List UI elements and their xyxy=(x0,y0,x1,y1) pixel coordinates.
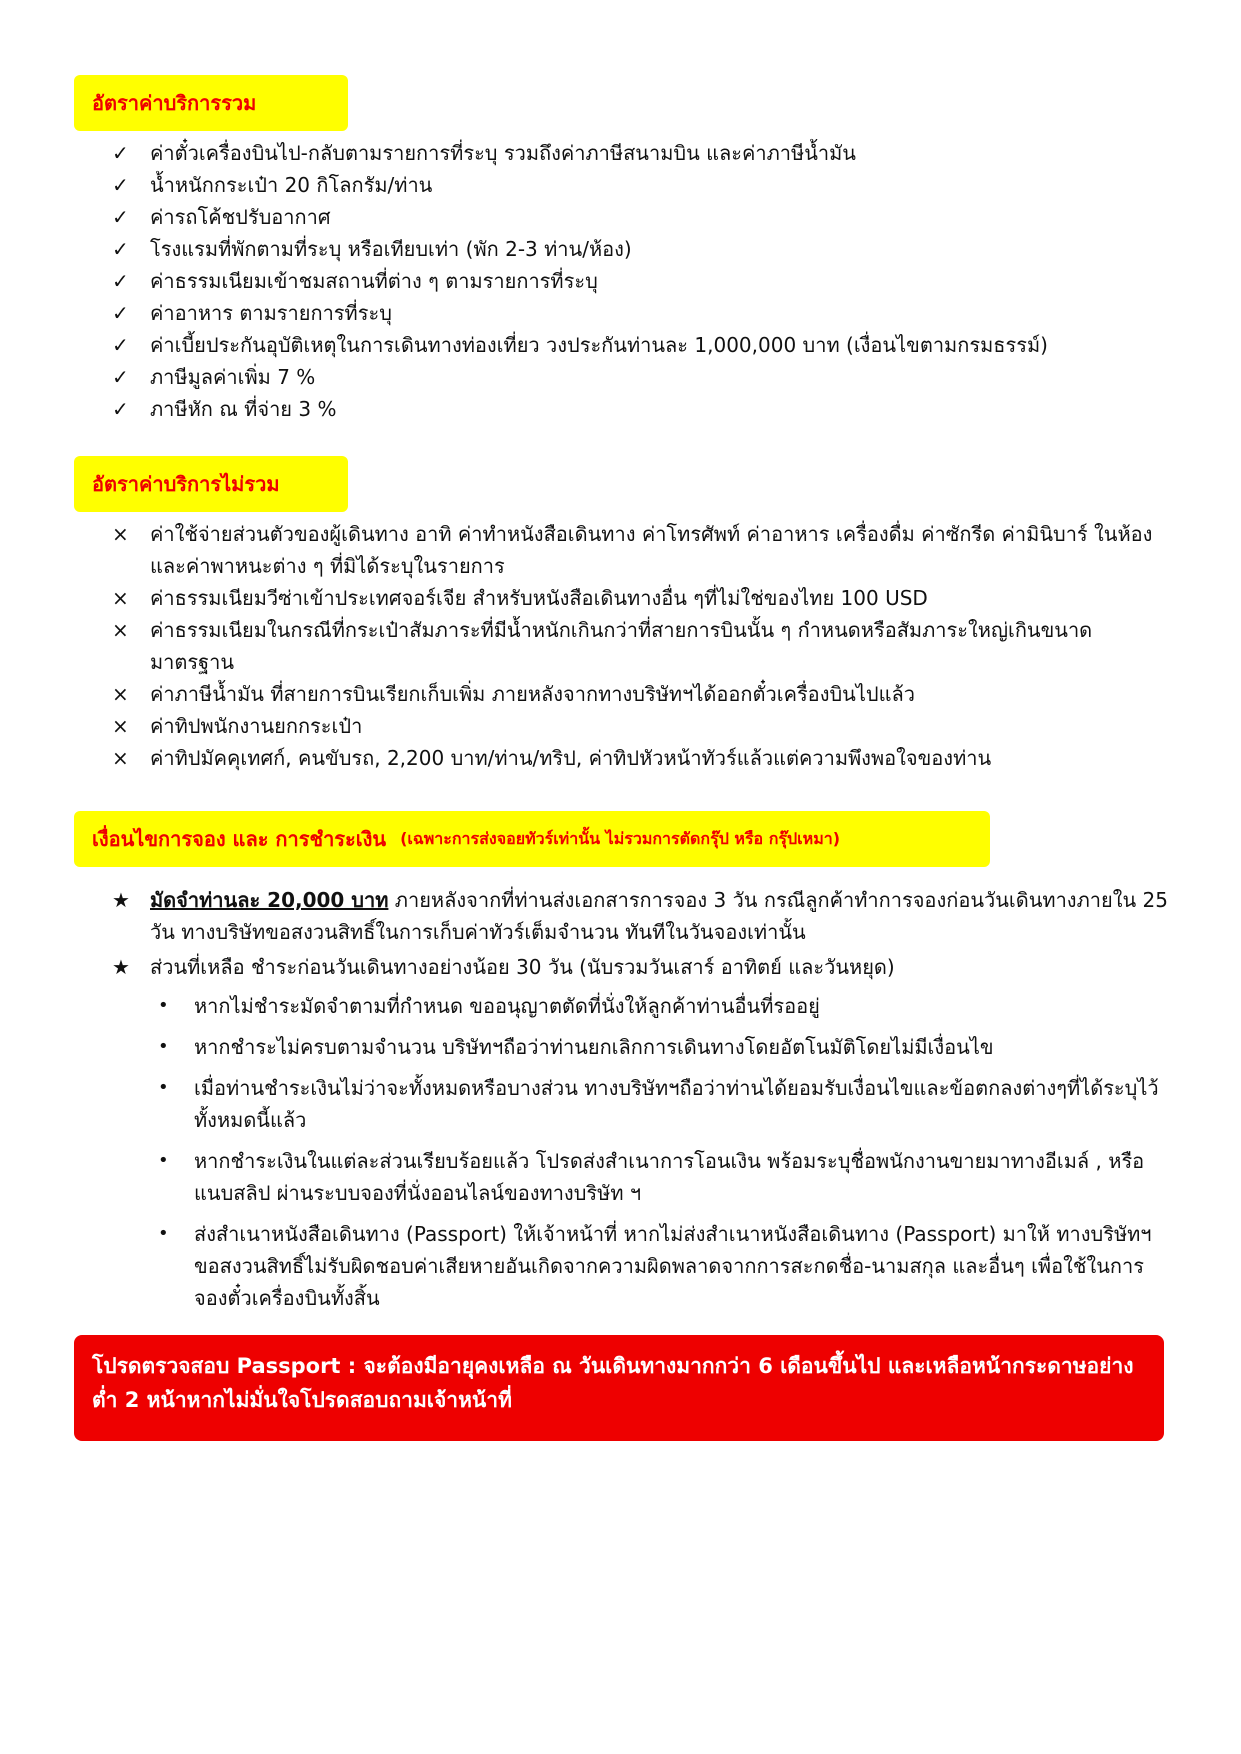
condition-item xyxy=(158,1145,1174,1209)
condition-item xyxy=(158,1031,1174,1063)
condition-item xyxy=(158,990,1174,1022)
star-icon: ★ xyxy=(112,888,130,912)
cross-icon: × xyxy=(112,746,129,770)
list-item xyxy=(112,265,1172,297)
list-item-text: ค่าตั๋วเครื่องบินไป-กลับตามรายการที่ระบุ รวมถึงค่าภาษีสนามบิน และค่าภาษีน้ำมัน xyxy=(150,141,856,165)
balance-item xyxy=(112,951,1172,983)
list-item-text: น้ำหนักกระเป๋า 20 กิโลกรัม/ท่าน xyxy=(150,173,433,197)
check-icon: ✓ xyxy=(112,333,129,357)
deposit-text: ภายหลังจากที่ท่านส่งเอกสารการจอง 3 วัน กรณีลูกค้าทำการจองก่อนวันเดินทางภายใน 25 วัน ทางบริษัทขอสงวนสิทธิ์ในการเก็บค่าทัวร์เต็มจำนวน ทันทีในวันจองเท่านั้น xyxy=(150,888,1168,944)
passport-notice xyxy=(74,1335,1164,1441)
list-item xyxy=(112,329,1172,361)
list-item xyxy=(112,361,1172,393)
list-item xyxy=(112,393,1172,425)
deposit-label: มัดจำท่านละ 20,000 บาท xyxy=(150,888,389,912)
list-item-text: ค่าธรรมเนียมวีซ่าเข้าประเทศจอร์เจีย สำหรับหนังสือเดินทางอื่น ๆที่ไม่ใช่ของไทย 100 USD xyxy=(150,586,928,610)
booking-heading-note: (เฉพาะการส่งจอยทัวร์เท่านั้น ไม่รวมการตัดกรุ๊ป หรือ กรุ๊ปเหมา) xyxy=(400,828,841,848)
condition-text: เมื่อท่านชำระเงินไม่ว่าจะทั้งหมดหรือบางส่วน ทางบริษัทฯถือว่าท่านได้ยอมรับเงื่อนไขและข้อตกลงต่างๆที่ได้ระบุไว้ทั้งหมดนี้แล้ว xyxy=(194,1076,1159,1132)
cross-icon: × xyxy=(112,714,129,738)
check-icon: ✓ xyxy=(112,237,129,261)
balance-text: ส่วนที่เหลือ ชำระก่อนวันเดินทางอย่างน้อย 30 วัน (นับรวมวันเสาร์ อาทิตย์ และวันหยุด) xyxy=(150,955,895,979)
check-icon: ✓ xyxy=(112,141,129,165)
deposit-text-block xyxy=(150,884,1172,948)
condition-item xyxy=(158,1072,1174,1136)
check-icon: ✓ xyxy=(112,205,129,229)
list-item xyxy=(112,582,1172,614)
condition-text: หากชำระเงินในแต่ละส่วนเรียบร้อยแล้ว โปรดส่งสำเนาการโอนเงิน พร้อมระบุชื่อพนักงานขายมาทางอีเมล์ , หรือแนบสลิป ผ่านระบบจองที่นั่งออนไลน์ของทางบริษัท ฯ xyxy=(194,1149,1145,1205)
list-item-text: ภาษีมูลค่าเพิ่ม 7 % xyxy=(150,365,316,389)
list-item xyxy=(112,742,1172,774)
list-item xyxy=(112,233,1172,265)
bullet-icon: • xyxy=(158,1077,169,1098)
check-icon: ✓ xyxy=(112,365,129,389)
condition-text: ส่งสำเนาหนังสือเดินทาง (Passport) ให้เจ้าหน้าที่ หากไม่ส่งสำเนาหนังสือเดินทาง (Passport) มาให้ ทางบริษัทฯขอสงวนสิทธิ์ไม่รับผิดชอบค่าเสียหายอันเกิดจากความผิดพลาดจากการสะกดชื่อ-นามสกุล และอื่นๆ เพื่อใช้ในการจองตั๋วเครื่องบินทั้งสิ้น xyxy=(194,1222,1152,1310)
list-item xyxy=(112,678,1172,710)
list-item xyxy=(112,297,1172,329)
booking-conditions xyxy=(158,990,1174,1323)
check-icon: ✓ xyxy=(112,397,129,421)
included-heading xyxy=(74,75,348,131)
excluded-heading-text: อัตราค่าบริการไม่รวม xyxy=(92,472,280,496)
list-item xyxy=(112,614,1172,678)
list-item xyxy=(112,201,1172,233)
list-item-text: ค่าอาหาร ตามรายการที่ระบุ xyxy=(150,301,392,325)
bullet-icon: • xyxy=(158,1036,169,1057)
list-item-text: ค่าเบี้ยประกันอุบัติเหตุในการเดินทางท่องเที่ยว วงประกันท่านละ 1,000,000 บาท (เงื่อนไขตามกรมธรรม์) xyxy=(150,333,1048,357)
booking-list xyxy=(112,884,1172,986)
condition-text: หากไม่ชำระมัดจำตามที่กำหนด ขออนุญาตตัดที่นั่งให้ลูกค้าท่านอื่นที่รออยู่ xyxy=(194,994,820,1018)
excluded-heading xyxy=(74,456,348,512)
list-item-text: ค่าทิปมัคคุเทศก์, คนขับรถ, 2,200 บาท/ท่าน/ทริป, ค่าทิปหัวหน้าทัวร์แล้วแต่ความพึงพอใจของท่าน xyxy=(150,746,992,770)
passport-notice-text: โปรดตรวจสอบ Passport : จะต้องมีอายุคงเหลือ ณ วันเดินทางมากกว่า 6 เดือนขึ้นไป และเหลือหน้ากระดาษอย่างต่ำ 2 หน้าหากไม่มั่นใจโปรดสอบถามเจ้าหน้าที่ xyxy=(92,1354,1134,1412)
list-item-text: โรงแรมที่พักตามที่ระบุ หรือเทียบเท่า (พัก 2-3 ท่าน/ห้อง) xyxy=(150,237,632,261)
booking-heading-text: เงื่อนไขการจอง และ การชำระเงิน xyxy=(92,827,387,851)
check-icon: ✓ xyxy=(112,301,129,325)
list-item-text: ค่ารถโค้ชปรับอากาศ xyxy=(150,205,331,229)
list-item-text: ภาษีหัก ณ ที่จ่าย 3 % xyxy=(150,397,337,421)
list-item xyxy=(112,518,1172,582)
bullet-icon: • xyxy=(158,1223,169,1244)
list-item-text: ค่าธรรมเนียมเข้าชมสถานที่ต่าง ๆ ตามรายการที่ระบุ xyxy=(150,269,598,293)
bullet-icon: • xyxy=(158,995,169,1016)
cross-icon: × xyxy=(112,618,129,642)
cross-icon: × xyxy=(112,522,129,546)
cross-icon: × xyxy=(112,682,129,706)
deposit-item xyxy=(112,884,1172,948)
star-icon: ★ xyxy=(112,955,130,979)
check-icon: ✓ xyxy=(112,173,129,197)
check-icon: ✓ xyxy=(112,269,129,293)
list-item xyxy=(112,169,1172,201)
list-item xyxy=(112,710,1172,742)
list-item-text: ค่าทิปพนักงานยกกระเป๋า xyxy=(150,714,363,738)
list-item-text: ค่าใช้จ่ายส่วนตัวของผู้เดินทาง อาทิ ค่าทำหนังสือเดินทาง ค่าโทรศัพท์ ค่าอาหาร เครื่องดื่ม ค่าซักรีด ค่ามินิบาร์ ในห้องและค่าพาหนะต่าง ๆ ที่มิได้ระบุในรายการ xyxy=(150,522,1153,578)
bullet-icon: • xyxy=(158,1150,169,1171)
cross-icon: × xyxy=(112,586,129,610)
booking-heading xyxy=(74,811,990,867)
included-list xyxy=(112,137,1172,425)
excluded-list xyxy=(112,518,1172,774)
list-item-text: ค่าภาษีน้ำมัน ที่สายการบินเรียกเก็บเพิ่ม ภายหลังจากทางบริษัทฯได้ออกตั๋วเครื่องบินไปแล้ว xyxy=(150,682,915,706)
included-heading-text: อัตราค่าบริการรวม xyxy=(92,91,257,115)
list-item-text: ค่าธรรมเนียมในกรณีที่กระเป๋าสัมภาระที่มีน้ำหนักเกินกว่าที่สายการบินนั้น ๆ กำหนดหรือสัมภาระใหญ่เกินขนาด มาตรฐาน xyxy=(150,618,1093,674)
condition-item xyxy=(158,1218,1174,1314)
condition-text: หากชำระไม่ครบตามจำนวน บริษัทฯถือว่าท่านยกเลิกการเดินทางโดยอัตโนมัติโดยไม่มีเงื่อนไข xyxy=(194,1035,994,1059)
list-item xyxy=(112,137,1172,169)
